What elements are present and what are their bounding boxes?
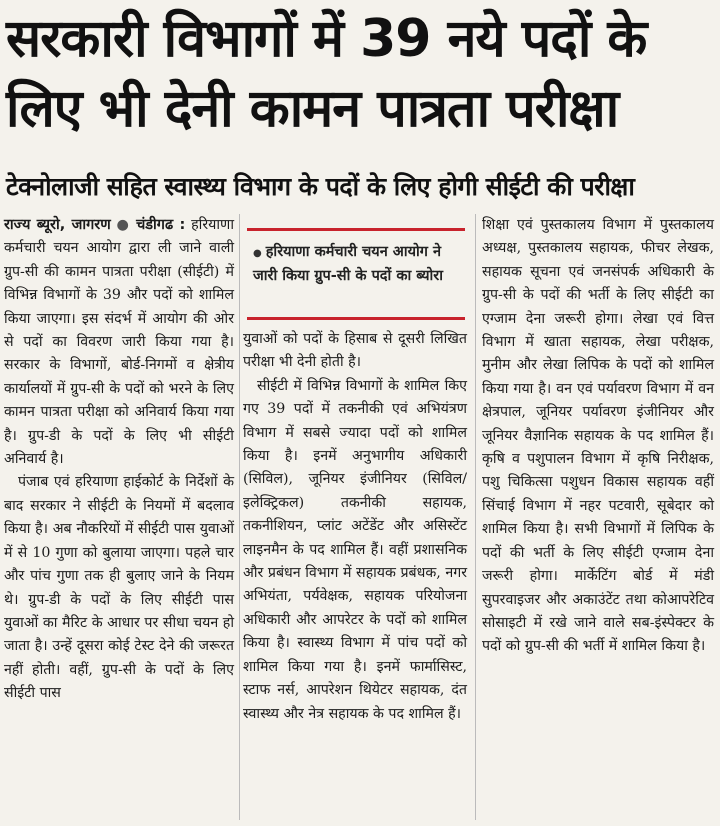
pull-quote [247, 228, 465, 320]
article-paragraph [4, 214, 234, 471]
article-column-3 [482, 214, 714, 659]
article-paragraph: युवाओं को पदों के हिसाब से दूसरी लिखित परीक्षा भी देनी होती है। [243, 331, 467, 371]
bullet-icon: ● [116, 217, 131, 233]
dateline-place: चंडीगढ : [136, 217, 186, 233]
article-paragraph: पंजाब एवं हरियाणा हाईकोर्ट के निर्देशों के बाद सरकार ने सीईटी के नियमों में बदलाव किया है। अब नौकरियों में सीईटी पास युवाओं में से 10 गुणा को बुलाया जाएगा। पहले चार और पांच गुणा तक ही बुलाए जाने के नियम थे। ग्रुप-डी के पदों के लिए सीईटी पास युवाओं का मैरिट के आधार पर सीधा चयन हो जाता है। उन्हें दूसरा कोई टेस्ट देने की जरूरत नहीं होती। वहीं, ग्रुप-सी के पदों के लिए सीईटी पास [4, 474, 234, 702]
dateline-source: राज्य ब्यूरो, जागरण [4, 217, 111, 233]
headline: सरकारी विभागों में 39 नये पदों के लिए भी देनी कामन पात्रता परीक्षा [6, 9, 647, 139]
article-paragraph: सीईटी में विभिन्न विभागों के शामिल किए गए 39 पदों में तकनीकी एवं अभियंत्रण विभाग में सबसे ज्यादा पदों को शामिल किया है। इनमें अनुभागीय अधिकारी (सिविल), जूनियर इंजीनियर (सिविल/इलेक्ट्रिकल) तकनीकी सहायक, तकनीशियन, प्लांट अटेंडेंट और असिस्टेंट लाइनमैन के पद शामिल हैं। वहीं प्रशासनिक और प्रबंधन विभाग में सहायक प्रबंधक, नगर अभियंता, पर्यवेक्षक, सहायक परियोजना अधिकारी और आपरेटर के पदों को शामिल किया है। स्वास्थ्य विभाग में पांच पदों को शामिल किया गया है। इनमें फार्मासिस्ट, स्टाफ नर्स, आपरेशन थियेटर सहायक, दंत स्वास्थ्य और नेत्र सहायक के पद शामिल हैं। [243, 377, 467, 722]
column-divider [239, 214, 240, 820]
pull-quote-text: हरियाणा कर्मचारी चयन आयोग ने जारी किया ग्रुप-सी के पदों का ब्योरा [253, 244, 443, 284]
article-paragraph: शिक्षा एवं पुस्तकालय विभाग में पुस्तकालय अध्यक्ष, पुस्तकालय सहायक, फीचर लेखक, सहायक सूचना एवं जनसंपर्क अधिकारी के ग्रुप-सी के पदों की भर्ती के लिए सीईटी का एग्जाम देना जरूरी होगा। लेखा एवं वित्त विभाग में खाता सहायक, लेखा परीक्षक, मुनीम और लेखा लिपिक के पदों को शामिल किया गया है। वन एवं पर्यावरण विभाग में वन क्षेत्रपाल, जूनियर पर्यावरण इंजीनियर और जूनियर वैज्ञानिक सहायक के पद शामिल हैं। कृषि व पशुपालन विभाग में कृषि निरीक्षक, पशु चिकित्सा पशुधन विकास सहायक वहीं सिंचाई विभाग में नहर पटवारी, सूबेदार को शामिल किया है। सभी विभागों में लिपिक के पदों की भर्ती के लिए सीईटी एग्जाम देना जरूरी होगा। मार्केटिंग बोर्ड में मंडी सुपरवाइजर और अकाउंटेंट तथा कोआपरेटिव सोसाइटी में रखे जाने वाले सब-इंस्पेक्टर के पदों को ग्रुप-सी की भर्ती में शामिल किया है। [482, 217, 714, 655]
article-column-1 [4, 214, 234, 706]
paragraph-text: हरियाणा कर्मचारी चयन आयोग द्वारा ली जाने वाली ग्रुप-सी की कामन पात्रता परीक्षा (सीईटी) में विभिन्न विभागों के 39 और पदों को शामिल किया जाएगा। इस संदर्भ में आयोग की ओर से पदों का विवरण जारी किया गया है। सरकार के विभागों, बोर्ड-निगमों व क्षेत्रीय कार्यालयों में ग्रुप-सी के पदों को भरने के लिए कामन पात्रता परीक्षा को अनिवार्य किया गया है। ग्रुप-डी के पदों के लिए भी सीईटी अनिवार्य है। [4, 217, 234, 468]
column-divider [475, 214, 476, 820]
subheadline: टेक्नोलाजी सहित स्वास्थ्य विभाग के पदों के लिए होगी सीईटी की परीक्षा [6, 172, 635, 201]
article-column-2 [243, 328, 467, 726]
bullet-icon: ● [253, 248, 262, 259]
